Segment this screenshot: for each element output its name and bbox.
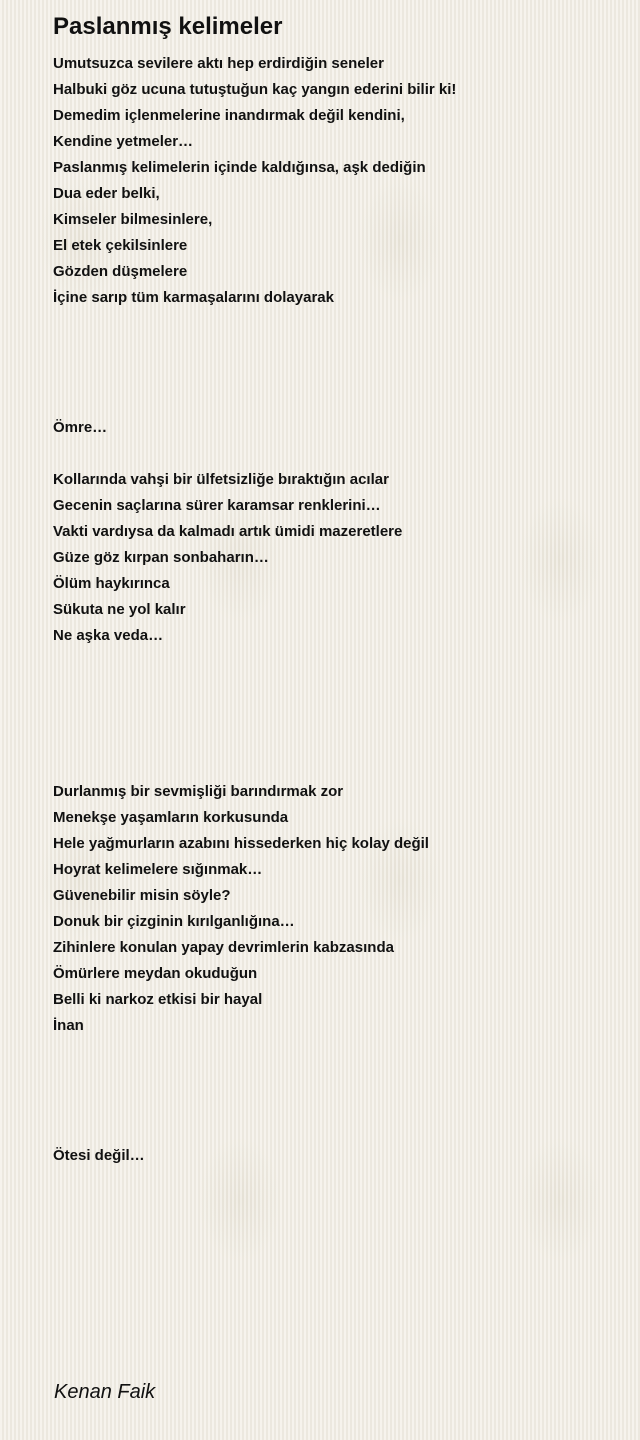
poem-line: Paslanmış kelimelerin içinde kaldığınsa, aşk dediğin [53, 159, 426, 176]
poem-body [53, 51, 613, 1169]
poem-line: Umutsuzca sevilere aktı hep erdirdiğin seneler [53, 55, 384, 72]
poem-line: Ölüm haykırınca [53, 575, 170, 592]
stanza-spacer [53, 1039, 613, 1143]
poem-line: İnan [53, 1017, 84, 1034]
stanza-spacer [53, 311, 613, 415]
poem-line: Belli ki narkoz etkisi bir hayal [53, 991, 263, 1008]
poem-line: Dua eder belki, [53, 185, 160, 202]
poem-line: Gecenin saçlarına sürer karamsar renklerini… [53, 497, 381, 514]
poem-line: Menekşe yaşamların korkusunda [53, 809, 289, 826]
poem-line: Zihinlere konulan yapay devrimlerin kabzasında [53, 939, 394, 956]
poem-line: Vakti vardıysa da kalmadı artık ümidi mazeretlere [53, 523, 403, 540]
poem-line: Demedim içlenmelerine inandırmak değil kendini, [53, 107, 405, 124]
poem-line: Ömürlere meydan okuduğun [53, 965, 258, 982]
poem-line: Kimseler bilmesinlere, [53, 211, 213, 228]
poem-line: Güvenebilir misin söyle? [53, 887, 231, 904]
poem-line: Sükuta ne yol kalır [53, 601, 186, 618]
poem-line: Kollarında vahşi bir ülfetsizliğe bıraktığın acılar [53, 471, 389, 488]
stanza-5 [53, 1143, 613, 1169]
poem-line: Ne aşka veda… [53, 627, 164, 644]
stanza-1 [53, 51, 613, 311]
poem-author: Kenan Faik [54, 1381, 156, 1403]
poem-line: Gözden düşmelere [53, 263, 188, 280]
stanza-spacer [53, 649, 613, 779]
stanza-2 [53, 415, 613, 441]
stanza-4 [53, 779, 613, 1039]
poem-line: Durlanmış bir sevmişliği barındırmak zor [53, 783, 344, 800]
poem-line: İçine sarıp tüm karmaşalarını dolayarak [53, 289, 334, 306]
poem-line: Hoyrat kelimelere sığınmak… [53, 861, 263, 878]
poem-line: El etek çekilsinlere [53, 237, 188, 254]
poem-line: Güze göz kırpan sonbaharın… [53, 549, 269, 566]
poem-title: Paslanmış kelimeler [53, 13, 283, 40]
poem-line: Hele yağmurların azabını hissederken hiç kolay değil [53, 835, 429, 852]
poem-line: Donuk bir çizginin kırılganlığına… [53, 913, 295, 930]
poem-line: Kendine yetmeler… [53, 133, 194, 150]
stanza-spacer [53, 441, 613, 467]
poem-line: Halbuki göz ucuna tutuştuğun kaç yangın ederini bilir ki! [53, 81, 457, 98]
poem-line: Ötesi değil… [53, 1147, 145, 1164]
stanza-3 [53, 467, 613, 649]
poem-line: Ömre… [53, 419, 108, 436]
